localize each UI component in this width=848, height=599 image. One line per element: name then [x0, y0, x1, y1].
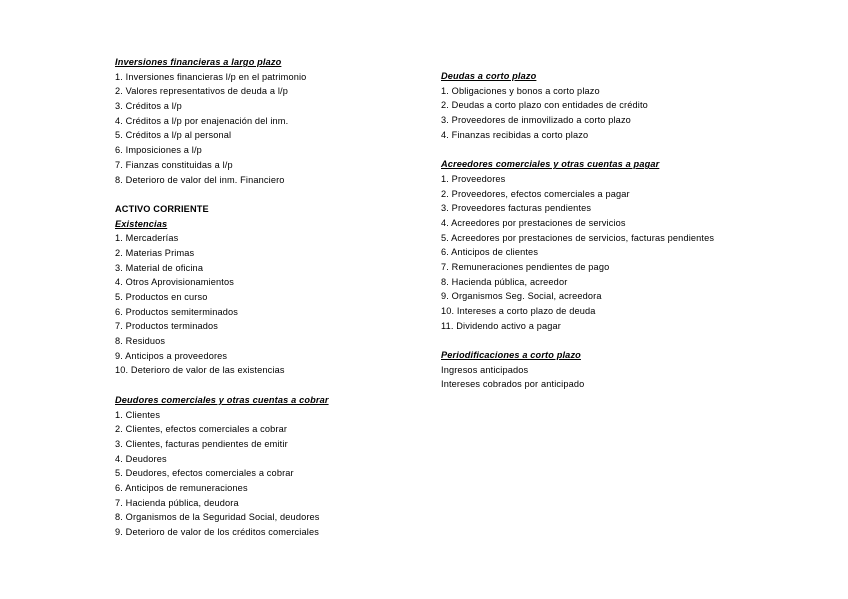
list-item: 1. Mercaderías [115, 233, 179, 244]
list-item: 7. Hacienda pública, deudora [115, 497, 239, 508]
right-column [441, 69, 714, 392]
list-item: 5. Acreedores por prestaciones de servicios, facturas pendientes [441, 232, 715, 243]
list-item: 3. Proveedores facturas pendientes [441, 203, 592, 214]
list-item: 6. Anticipos de clientes [441, 247, 539, 258]
list-item: 2. Deudas a corto plazo con entidades de crédito [441, 100, 648, 111]
list-item: 4. Finanzas recibidas a corto plazo [441, 129, 589, 140]
list-item: 5. Deudores, efectos comerciales a cobrar [115, 468, 294, 479]
list-item: Intereses cobrados por anticipado [441, 379, 585, 390]
list-item: 1. Inversiones financieras l/p en el patrimonio [115, 71, 307, 82]
list-item: Ingresos anticipados [441, 364, 529, 375]
spacer [441, 333, 714, 348]
list-item: 7. Productos terminados [115, 321, 219, 332]
list-item: 11. Dividendo activo a pagar [441, 320, 561, 331]
spacer [115, 378, 329, 393]
spacer [115, 187, 329, 202]
list-item: 3. Proveedores de inmovilizado a corto plazo [441, 115, 631, 126]
list-item: 6. Anticipos de remuneraciones [115, 482, 248, 493]
list-item: 3. Clientes, facturas pendientes de emitir [115, 438, 288, 449]
list-item: 2. Valores representativos de deuda a l/p [115, 86, 288, 97]
list-item: 9. Deterioro de valor de los créditos comerciales [115, 527, 319, 537]
list-item: 1. Clientes [115, 409, 161, 420]
section-heading-acreedores: Acreedores comerciales y otras cuentas a pagar [441, 159, 660, 170]
section-heading-deudores: Deudores comerciales y otras cuentas a cobrar [115, 394, 329, 405]
list-item: 7. Fianzas constituidas a l/p [115, 159, 233, 170]
list-item: 4. Deudores [115, 453, 167, 464]
list-item: 9. Organismos Seg. Social, acreedora [441, 291, 602, 302]
list-item: 3. Créditos a l/p [115, 101, 182, 112]
left-column [115, 55, 329, 540]
list-item: 3. Material de oficina [115, 262, 204, 273]
list-item: 2. Materias Primas [115, 247, 195, 258]
list-item: 8. Organismos de la Seguridad Social, deudores [115, 512, 320, 523]
list-item: 1. Proveedores [441, 173, 506, 184]
list-item: 4. Acreedores por prestaciones de servicios [441, 217, 626, 228]
section-heading-periodificaciones: Periodificaciones a corto plazo [441, 350, 581, 361]
list-item: 7. Remuneraciones pendientes de pago [441, 261, 610, 272]
list-item: 6. Imposiciones a l/p [115, 145, 202, 156]
spacer [441, 142, 714, 157]
list-item: 2. Proveedores, efectos comerciales a pagar [441, 188, 630, 199]
section-heading-deudas-cp: Deudas a corto plazo [441, 71, 537, 81]
group-title-activo-corriente: ACTIVO CORRIENTE [115, 203, 209, 214]
list-item: 8. Hacienda pública, acreedor [441, 276, 568, 287]
section-heading-inversiones-lp: Inversiones financieras a largo plazo [115, 57, 282, 67]
section-heading-existencias: Existencias [115, 218, 168, 229]
list-item: 9. Anticipos a proveedores [115, 350, 228, 361]
list-item: 5. Productos en curso [115, 292, 208, 302]
list-item: 4. Otros Aprovisionamientos [115, 277, 234, 288]
list-item: 6. Productos semiterminados [115, 306, 239, 317]
list-item: 2. Clientes, efectos comerciales a cobrar [115, 424, 288, 435]
list-item: 1. Obligaciones y bonos a corto plazo [441, 85, 600, 96]
list-item: 8. Deterioro de valor del inm. Financiero [115, 174, 285, 185]
list-item: 8. Residuos [115, 336, 166, 347]
list-item: 4. Créditos a l/p por enajenación del inm. [115, 115, 289, 126]
list-item: 10. Deterioro de valor de las existencias [115, 365, 285, 376]
list-item: 10. Intereses a corto plazo de deuda [441, 306, 596, 316]
list-item: 5. Créditos a l/p al personal [115, 130, 232, 141]
